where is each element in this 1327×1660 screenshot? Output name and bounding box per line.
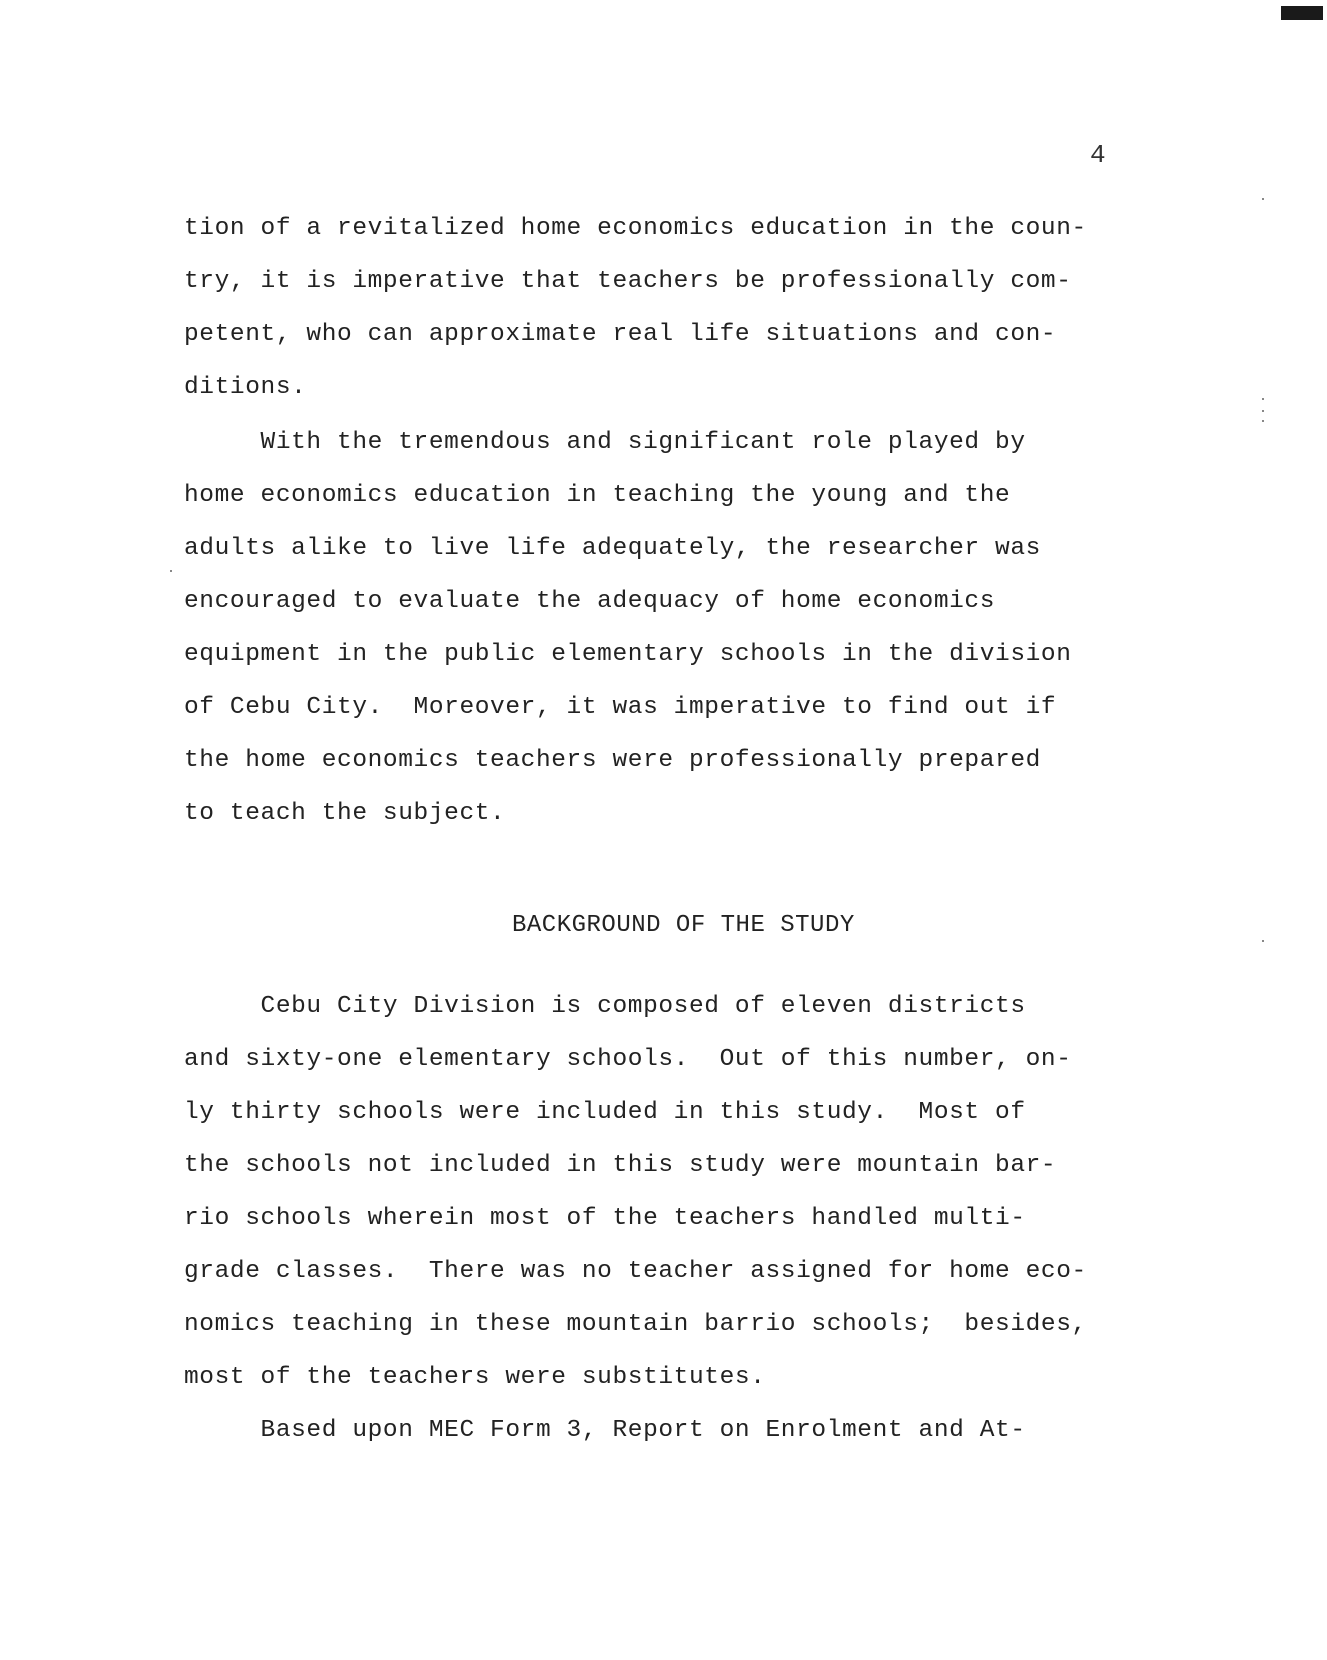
page-number: 4 xyxy=(1090,140,1106,170)
section-heading: BACKGROUND OF THE STUDY xyxy=(512,912,855,939)
scan-speck xyxy=(170,570,172,572)
paragraph-line: tion of a revitalized home economics education in the coun- xyxy=(184,215,1087,242)
paragraph-line: grade classes. There was no teacher assigned for home eco- xyxy=(184,1258,1087,1285)
paragraph-line: ly thirty schools were included in this study. Most of xyxy=(184,1099,1026,1126)
scan-speck xyxy=(1262,398,1264,400)
scan-speck xyxy=(1262,410,1264,412)
paragraph-line: petent, who can approximate real life situations and con- xyxy=(184,321,1057,348)
scan-speck xyxy=(1262,940,1264,942)
paragraph-line: rio schools wherein most of the teachers handled multi- xyxy=(184,1205,1026,1232)
paragraph-line: most of the teachers were substitutes. xyxy=(184,1364,766,1391)
paragraph-line: and sixty-one elementary schools. Out of this number, on- xyxy=(184,1046,1072,1073)
paragraph-line: try, it is imperative that teachers be professionally com- xyxy=(184,268,1072,295)
paragraph-line: Cebu City Division is composed of eleven districts xyxy=(184,993,1026,1020)
paragraph-line: nomics teaching in these mountain barrio schools; besides, xyxy=(184,1311,1087,1338)
paragraph-line: adults alike to live life adequately, the researcher was xyxy=(184,535,1041,562)
paragraph-line: the schools not included in this study were mountain bar- xyxy=(184,1152,1057,1179)
scan-speck xyxy=(1262,198,1264,200)
paragraph-line: equipment in the public elementary schools in the division xyxy=(184,641,1072,668)
paragraph-line: Based upon MEC Form 3, Report on Enrolment and At- xyxy=(184,1417,1026,1444)
paragraph-line: With the tremendous and significant role played by xyxy=(184,429,1026,456)
paragraph-line: to teach the subject. xyxy=(184,800,506,827)
scan-corner-mark xyxy=(1281,6,1323,20)
scan-speck xyxy=(1262,420,1264,422)
paragraph-line: ditions. xyxy=(184,374,307,401)
paragraph-line: of Cebu City. Moreover, it was imperative to find out if xyxy=(184,694,1057,721)
paragraph-line: home economics education in teaching the young and the xyxy=(184,482,1011,509)
paragraph-line: encouraged to evaluate the adequacy of home economics xyxy=(184,588,996,615)
paragraph-line: the home economics teachers were professionally prepared xyxy=(184,747,1041,774)
